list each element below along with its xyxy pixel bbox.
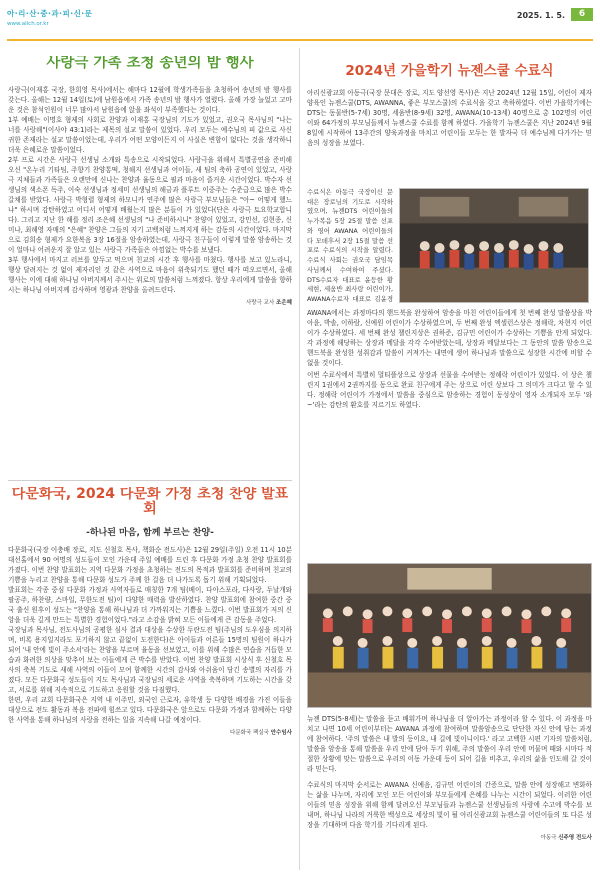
masthead: 아·리·산·중·과·피·신·문 (7, 9, 93, 18)
article-paragraph: 사랑극(이재홍 국장, 한희영 목사)에서는 해마다 12월에 학생가족들을 초청하여 송년의 밤 행사를 갖는다. 올해는 12월 14일(토)에 남원읍에서 가족 송년의 밤 행사가 열렸다. 올해 가장 늘었고 고마운 것은 참석인원이 너무 많아서 남원읍에 앉을 좌석이 부족했다는 것이다. (8, 85, 292, 114)
article-paragraph: 1부 예배는 이명호 형제의 사회로 찬양과 이재홍 국장님의 기도가 있었고, 권오국 목사님의 "나는 너를 사랑해"(이사야 43:1)라는 제목의 설교 말씀이 있었다. 우리 모두는 예수님의 피 값으로 사신 귀한 존재라는 설교 말씀이었는데, 우리가 어떤 모양이든지 이 사실은 변함이 없다는 것을 생각하니 더욱 은혜로운 말씀이었다. (8, 115, 292, 155)
header-rule (7, 39, 593, 41)
section-rule (8, 480, 292, 481)
article-family-night (8, 56, 292, 476)
article-newgen-closing (307, 780, 592, 872)
byline-name: 신주영 전도사 (558, 835, 592, 842)
article-title: 다문화국, 2024 다문화 가정 초청 찬양 발표회 (11, 487, 289, 518)
article-paragraph: 3부 행사에서 마지고 러브를 앞두고 먹으며 친교의 시간 후 행사를 마쳤다. 행사를 보고 있노라니, 행상 달려지는 것 없이 제자리인 것 같은 사역으로 마음이 위축되기도 했던 때가 떠오르면서, 올해 행사는 이에 대해 하나님 아버지께서 주시는 위로의 말씀처럼 느껴졌다. 항상 우리에게 말씀을 향하시는 하나님 아버지께 감사하며 영광과 찬양을 올려드린다. (8, 256, 292, 295)
byline-name: 조은혜 (276, 300, 292, 307)
article-paragraph: 수료식의 마지막 순서로는 AWANA 신예음, 김규민 어린이의 간증으로, 말씀 안에 성장해고 변화하는 삶을 나누며, 자리에 모인 모든 어린이와 부모들에게 은혜를 나누는 시간이 되었다. 이러한 어린이들의 믿음 성장을 위해 함께 달려오신 부모님들과 뉴젠스쿨 선생님들의 사랑에 수고에 박수를 보내며, 하나님 나라의 거룩한 백성으로 세상의 빛이 될 아리신광교회 뉴젠스쿨 어린이들의 또 다른 성장을 기대하며 다음 학기를 기다리게 된다. (307, 781, 592, 830)
article-multicultural (8, 487, 292, 872)
article-newgen-intro (307, 88, 592, 188)
article-paragraph: 다문화국(국장 이충배 장로, 지도 신철호 목사, 책화순 전도사)은 12월 29일(주일) 오전 11시 10분 대선홀에서 90 여명의 성도들이 모인 가운데 주일 예배를 드린 후 다문화 가정 초청 찬양 발표회를 가졌다. 이번 찬양 발표회는 지역 다문화 가정을 초청하는 전도의 목적과 발표회를 준비하며 친교의 기쁨을 누리고 찬양을 통해 다문화 성도가 주께 한 걸음 더 나가도록 돕기 위해 기획되었다. (8, 545, 292, 584)
column-divider (299, 48, 300, 870)
byline (307, 833, 592, 841)
article-newgen-wrap (307, 188, 393, 305)
article-paragraph: 한편, 우리 교회 다문화국은 지역 내 이주민, 외국인 근로자, 유학생 등 다양한 배경을 가진 이들을 대상으로 전도 활동과 복음 전파에 힘쓰고 있다. 다문화국은 앞으로도 다문화 가정과 함께하는 다양한 사역을 통해 하나님의 사랑을 전하는 일을 지속해 나갈 예정이다. (8, 696, 292, 725)
byline-role: 아동극 (540, 835, 557, 842)
article-paragraph: 이번 수료식에서 특별히 멀티플상으로 상장과 선물을 수여받는 정해락 어린이가 있었다. 이 상은 챌린지 1권에서 2권까지를 동으로 완료 친구에게 주는 상으로 어린 상보다 그 의미가 크다고 할 수 있다. 정해락 어린이가 가정에서 말씀을 중심으로 암송하는 경험이 동성상이 영자 소개되자 모두 '와~'라는 감탄의 환호를 지르기도 하였다. (307, 371, 592, 410)
issue-date: 2025. 1. 5. (516, 11, 565, 20)
page-number-badge: 6 (571, 8, 593, 21)
byline-role: 다문화국 팩실국 (230, 730, 269, 737)
article-paragraph: 발표회는 각종 중심 다문화 가정과 사역자들로 매칭한 7개 팀(베이, 다아스포라, 다사랑, 두날개와 팔공주, 하찬량, 스마일, 무한도전 팀)이 다양한 매력을 발산하였다. 찬양 발표회에 참여한 중간 중국 출신 원후이 성도는 "찬양을 통해 하나님과 더 가까워지는 기쁨을 느꼈다. 이번 발표회가 저의 신앙을 더욱 깊게 만드는 특별한 경험이었다."라고 소감을 밝혀 모든 이들에게 큰 감동을 주었다. (8, 585, 292, 624)
article-paragraph: 국장님과 목사님, 전도사님의 공평한 심사 결과 대상을 수상한 두란도전 팀(주님의 도우심을 의지하며, 비록 용지일지라도 포기하지 않고 끝없이 도전한다)은 아이들과 어른들 15명의 팀원이 하나가 되어 '내 안에 빛이 주소서'라는 찬양을 부르며 율동을 선보였고, 이를 위해 수많은 연습을 거듭한 모습과 화려한 의상을 맞추어 보는 이들에게 큰 박수를 받았다. 이번 찬양 발표회 시상식 후 신철호 목사의 축복 기도로 새해 사역의 이들이 모여 함께한 시간의 감사와 아쉬움이 담긴 송별의 자리를 가졌다. 모든 다문화국 성도들이 지도 목사님과 국장님의 세로운 사역을 축복하며 기도하는 시간을 갖고, 서로를 위해 지속적으로 기도하고 응원할 것을 다짐했다. (8, 625, 292, 694)
article-title: 2024년 가을학기 뉴젠스쿨 수료식 (345, 63, 554, 79)
page-header (7, 8, 593, 42)
graduation-photo-stage (399, 188, 589, 303)
byline (8, 728, 292, 736)
article-subtitle: -하나된 마음, 함께 부르는 찬양- (86, 527, 214, 538)
article-paragraph: 아리신광교회 아동극(국장 문대은 장로, 지도 양선영 목사)은 지난 2024년 12월 15일, 어린이 제자양육인 뉴젠스쿨(DTS, AWANNA, 좋은 부모스쿨)의 수료식을 갖고 축하하였다. 이번 가을학기에는 DTS는 동물반(5-7세) 30명, 세움반(8-9세) 32명, AWANA(10-13세) 40명으로 총 102명의 어린이와 64가정의 부모님들께서 뉴젠스쿨 수료를 함께 하였다. 가을학기 뉴젠스쿨은 지난 2024년 9월 8일에 시작하여 13주간의 양육과정을 마치고 어린이들 모두는 한 발자국 더 예수님께 다가가는 믿음의 성장을 보였다. (307, 89, 592, 148)
article-newgen-body (307, 308, 592, 558)
byline-name: 안수임사 (270, 730, 292, 737)
article-newgen-continued (307, 714, 592, 776)
byline-role: 사랑극 교사 (245, 300, 275, 307)
article-paragraph: AWANA에서는 과정마다의 핸드북을 완성하여 암송을 마친 어린이들에게 첫 번째 완성 말씀상을 박아윤, 박솔, 이하람, 신예원 어린이가 수상하였으며, 두 번째 완성 엑셀런스상은 정해락, 차현지 어린이가 수상하였다. 세 번째 완성 챌린지상은 권하준, 김규민 어린이가 수상하는 기쁨을 안게 되었다. 각 과정에 해당하는 상장과 메달을 각각 수여받았는데, 상장과 메달보다는 그 동안의 말씀 암송으로 핸드북을 완성한 성취감과 말씀이 커져가는 내면에 생어 하나님과 말씀으로 성장한 시간에 비할 수 없을 것이다. (307, 309, 592, 368)
article-paragraph: 뉴젠 DTS(5-8세)는 말씀을 듣고 배워가며 하나님을 더 알아가는 과정이라 할 수 있다. 이 과정을 마치고 나면 10세 어린이부터는 AWANA 과정에 참여하며 말씀암송으로 단단한 자신 안에 담는 과정에 참여하다. '주의 말씀은 내 발의 등이요, 내 길에 빛이니이다.' 라고 고백한 시편 기자의 말씀처럼, 말씀을 암송을 통해 말씀을 우리 안에 담아 두기 위해, 주의 말씀이 우리 안에 머물며 때와 시마다 적절한 상황에 맞는 말씀으로 우리의 이동 가운데 등이 되어 길을 비추고, 우리의 삶을 인도해 갈 것이라 믿는다. (307, 715, 592, 774)
article-paragraph: 2부 프로 시간은 사랑극 선생님 소개와 특송으로 시작되었다. 사랑극을 위해서 특별공연을 준비해 오신 "온누리 기타팀, 주향기 찬양통떡, 청해지 선생님과 어이들, 새 팀의 축하 공연이 있었고, 사랑극 지체들과 가족들은 오랜만에 신나는 찬양과 율동으로 필과 마음이 즐거운 시간이었다. 박수자 선생님의 색소폰 독주, 이숙 선생님과 정세미 선생님의 해금과 플루트 이중주는 수준급으로 많은 박수갈채를 받았다. 사랑극 박형렬 형제의 하모니카 연주에 많은 사랑극 부모님들은 "아~ 어떻게 했느냐" 하시며 감탄하였고 어디서 어떻게 배웠는지 많은 분들이 가 있었다(단은 사랑극 토요학교합니다). 그리고 지난 한 해를 정리 조은혜 선생님의 "나 준비하시니" 찬양이 있었고, 강민선, 김현종, 신미나, 최해영 자매의 "은혜" 찬양은 그들의 지기 고백처럼 느껴지게 하는 감동의 시간이었다. 마지막으로 김희송 형제가 요한복음 3장 16절을 암송하였는데, 사랑극 친구들이 이렇게 말씀 암송하는 것이 얼마나 어려운지 잘 알고 있는 사랑극 가족들은 아낌없는 박수를 보냈다. (8, 156, 292, 255)
website-link[interactable]: www.alich.or.kr (7, 21, 49, 27)
article-title: 사랑극 가족 초청 송년의 밤 행사 (46, 56, 254, 71)
byline (8, 298, 292, 306)
graduation-group-photo (307, 563, 592, 708)
article-paragraph-wrap: 수료식은 아동극 국장이신 문대은 장로님의 기도로 시작하였으며, 뉴젠DTS 어린이들의 누가복음 5장 25절 말씀 선포와 영어 AWANA 어린이들의 다 모데후서 2장 15절 말씀 선포로 수료식의 시작을 알렸다. 수료식 사회는 권오국 담임목사님께서 수여하여 주셨다. DTS수료자 대표로 윤등한 황세현, 세움반 최사랑 어린이가, AWANA수료자 대표로 김윤경 (307, 188, 393, 304)
